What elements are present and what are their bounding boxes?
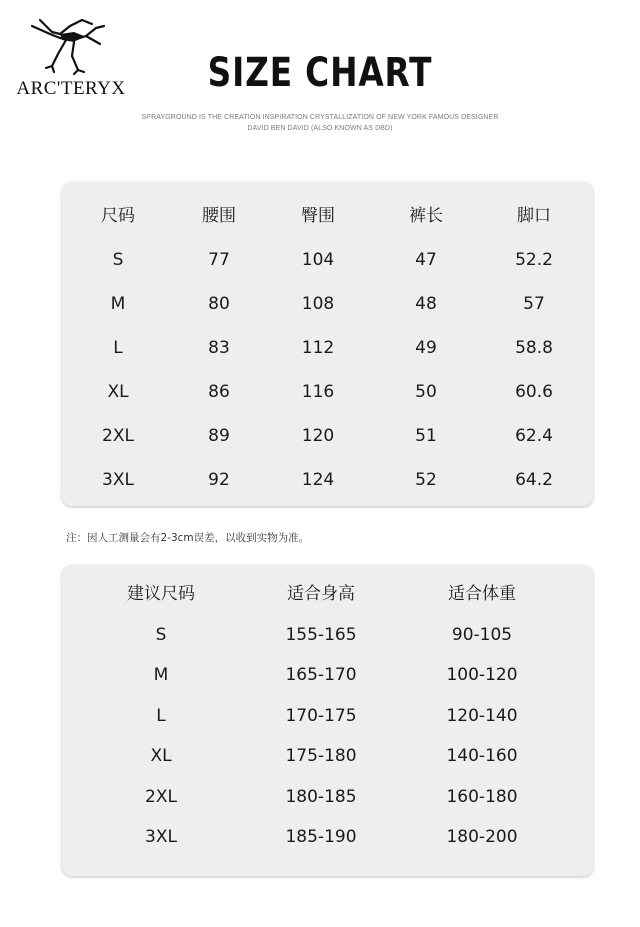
table-cell: S: [155, 624, 167, 645]
table-header-cell: 臀围: [301, 206, 335, 226]
table-row: [62, 620, 593, 650]
table-cell: 140-160: [446, 746, 518, 766]
table-cell: 52: [415, 470, 437, 490]
table-row: [62, 245, 593, 275]
table-cell: 116: [301, 382, 335, 402]
table-cell: 48: [415, 294, 437, 314]
table-cell: 89: [208, 426, 230, 446]
table-cell: 77: [208, 250, 230, 270]
table-cell: 62.4: [515, 426, 553, 446]
table-cell: 155-165: [285, 624, 357, 645]
table-cell: 180-200: [446, 827, 518, 847]
table-cell: S: [112, 250, 124, 270]
table-cell: 170-175: [285, 705, 357, 726]
table-row: [62, 289, 593, 319]
table-cell: 51: [415, 426, 437, 446]
table-cell: 50: [415, 382, 437, 402]
table-row: [62, 741, 593, 771]
table-cell: 52.2: [515, 250, 553, 270]
table-cell: 175-180: [285, 746, 357, 766]
table-cell: XL: [107, 382, 129, 402]
table-cell: 108: [301, 294, 335, 314]
table-cell: 3XL: [145, 827, 177, 847]
table-cell: 80: [208, 294, 230, 314]
table-cell: 49: [415, 338, 437, 358]
table-row: [62, 465, 593, 495]
table-header-cell: 适合身高: [287, 584, 355, 604]
table-cell: 160-180: [446, 786, 518, 807]
table-cell: 90-105: [451, 624, 513, 645]
table-cell: 83: [208, 338, 230, 358]
table-cell: 100-120: [446, 665, 518, 685]
table-header-cell: 腰围: [202, 206, 236, 226]
table-cell: 120: [301, 426, 335, 446]
table-cell: 180-185: [285, 786, 357, 807]
table-row: [62, 660, 593, 690]
table-cell: 2XL: [102, 426, 134, 446]
table-cell: 124: [301, 470, 335, 490]
table-cell: 185-190: [285, 827, 357, 847]
table-cell: 104: [301, 250, 335, 270]
table-header-cell: 尺码: [101, 206, 135, 226]
table-cell: 47: [415, 250, 437, 270]
table-cell: XL: [150, 746, 172, 766]
subtitle-line: SPRAYGROUND IS THE CREATION INSPIRATION CRYSTALLIZATION OF NEW YORK FAMOUS DESIGNER: [141, 114, 499, 121]
table-cell: 3XL: [102, 470, 134, 490]
table-cell: 64.2: [515, 470, 553, 490]
table-header-cell: 裤长: [409, 206, 443, 226]
table-header-cell: 适合体重: [448, 584, 516, 604]
table-cell: 120-140: [446, 705, 518, 726]
table-row: [62, 333, 593, 363]
table-cell: M: [110, 294, 126, 314]
page-title: SIZE CHART: [207, 50, 433, 96]
table-row: [62, 782, 593, 812]
table-header-cell: 建议尺码: [127, 584, 195, 604]
table-row: [62, 822, 593, 852]
table-cell: L: [156, 705, 166, 726]
table-cell: L: [113, 338, 123, 358]
table-row: [62, 377, 593, 407]
table-cell: 86: [208, 382, 230, 402]
table-cell: M: [153, 665, 169, 685]
measurements-table: [62, 182, 593, 506]
brand-logo-text: ARC'TERYX: [16, 78, 126, 99]
page-subtitle: [0, 112, 640, 134]
measurement-note: 注：因人工测量会有2-3cm误差，以收到实物为准。: [66, 532, 310, 544]
table-cell: 60.6: [515, 382, 553, 402]
table-header-row: [62, 579, 593, 609]
table-row: [62, 701, 593, 731]
table-cell: 92: [208, 470, 230, 490]
table-cell: 57: [523, 294, 545, 314]
table-cell: 58.8: [515, 338, 553, 358]
table-header-cell: 脚口: [517, 206, 551, 226]
table-cell: 2XL: [145, 786, 177, 807]
table-cell: 112: [301, 338, 335, 358]
table-cell: 165-170: [285, 665, 357, 685]
table-header-row: [62, 201, 593, 231]
subtitle-line: DAVID BEN DAVID (ALSO KNOWN AS DBD): [247, 125, 393, 132]
size-recommendation-table: [62, 565, 593, 876]
table-row: [62, 421, 593, 451]
